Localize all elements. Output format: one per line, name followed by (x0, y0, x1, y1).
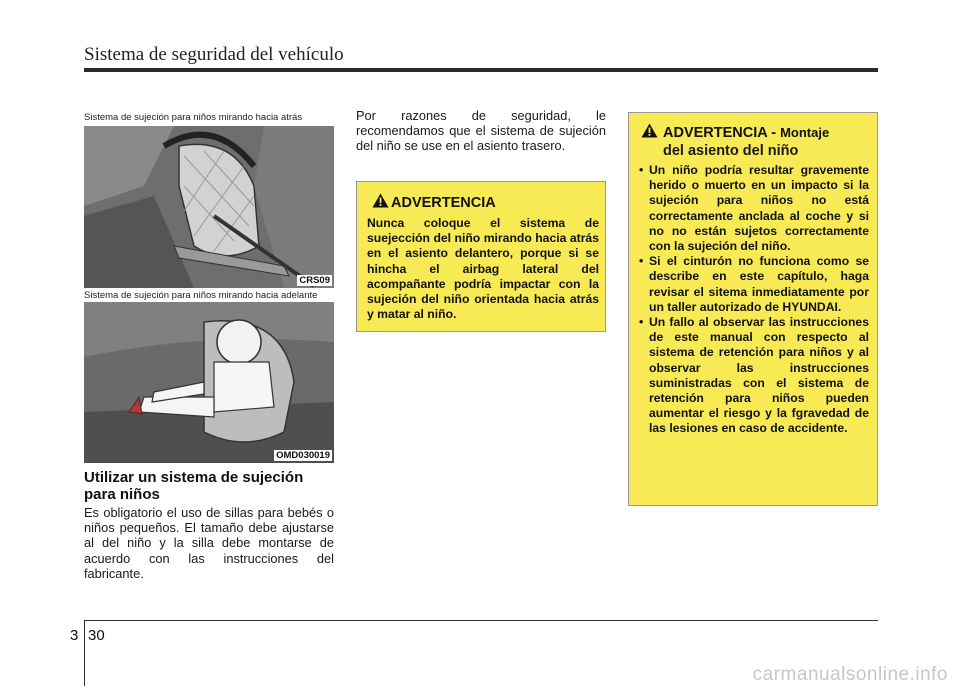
warning-list-item (639, 315, 869, 437)
page-number: 30 (88, 627, 105, 644)
section-heading (84, 469, 334, 503)
warning-list-item (639, 254, 869, 315)
warning-subtitle-line2: del asiento del niño (663, 143, 799, 159)
forward-facing-seat-illustration (84, 302, 334, 463)
warning-list-item (639, 163, 869, 254)
bullet: • (639, 163, 644, 177)
rear-seat-recommendation-text: Por razones de seguridad, le recomendamos que el sistema de sujeción del niño se use en el asiento trasero. (356, 108, 606, 154)
page-header-title: Sistema de seguridad del vehículo (84, 44, 344, 65)
warning-text: Nunca coloque el sistema de suejección del niño mirando hacia atrás en el asiento delantero, porque si se hincha el airbag lateral del acompañante podría impactar con la sujeción del niño orientada hacia atrás y matar al niño. (367, 216, 599, 322)
warning-subtitle: Montaje (780, 125, 830, 140)
warning-list-item-text: Si el cinturón no funciona como se describe en este capítulo, haga revisar el sitema inmediatamente por un taller autorizado de HYUNDAI. (649, 254, 869, 314)
section-heading-line2: para niños (84, 486, 160, 503)
warning-title-main: ADVERTENCIA - (663, 125, 777, 141)
bullet: • (639, 315, 644, 330)
figure-caption-forward-facing: Sistema de sujeción para niños mirando hacia adelante (84, 290, 318, 301)
watermark-link[interactable]: carmanualsonline.info (752, 664, 948, 685)
chapter-number: 3 (70, 627, 79, 644)
figure-code: CRS09 (299, 275, 330, 286)
figure-caption-rear-facing: Sistema de sujeción para niños mirando hacia atrás (84, 112, 303, 123)
bullet: • (639, 254, 644, 269)
warning-list-item-text: Un niño podría resultar gravemente herido o muerto en un impacto si la sujeción para niños no está correctamente anclada al coche y si no no están sujetos correctamente con la sujeción del niño. (649, 163, 869, 254)
section-heading-line1: Utilizar un sistema de sujeción (84, 469, 304, 486)
footer-divider (84, 620, 85, 686)
warning-title (663, 125, 829, 141)
figure-code: OMD030019 (276, 450, 330, 461)
warning-list (639, 163, 869, 437)
warning-box-seat-mounting (628, 112, 878, 506)
header-rule (84, 68, 878, 72)
warning-list-item-text: Un fallo al observar las instrucciones de este manual con respecto al sistema de retención para niños y al observar las instrucciones suministradas con el sistema de retención para niños pueden aumentar el riesgo y la fgravedad de las lesiones en caso de accidente. (649, 315, 869, 436)
rear-facing-seat-illustration (84, 126, 334, 288)
warning-title: ADVERTENCIA (391, 195, 496, 211)
footer-rule (84, 620, 878, 621)
warning-box-front-seat (356, 181, 606, 332)
warning-triangle-icon (372, 193, 389, 208)
warning-triangle-icon (641, 123, 658, 138)
section-body-text: Es obligatorio el uso de sillas para bebés o niños pequeños. El tamaño debe ajustarse al del niño y la silla debe montarse de acuerdo con las instrucciones del fabricante. (84, 505, 334, 581)
figure-forward-facing-seat (84, 302, 334, 463)
figure-rear-facing-seat (84, 126, 334, 288)
